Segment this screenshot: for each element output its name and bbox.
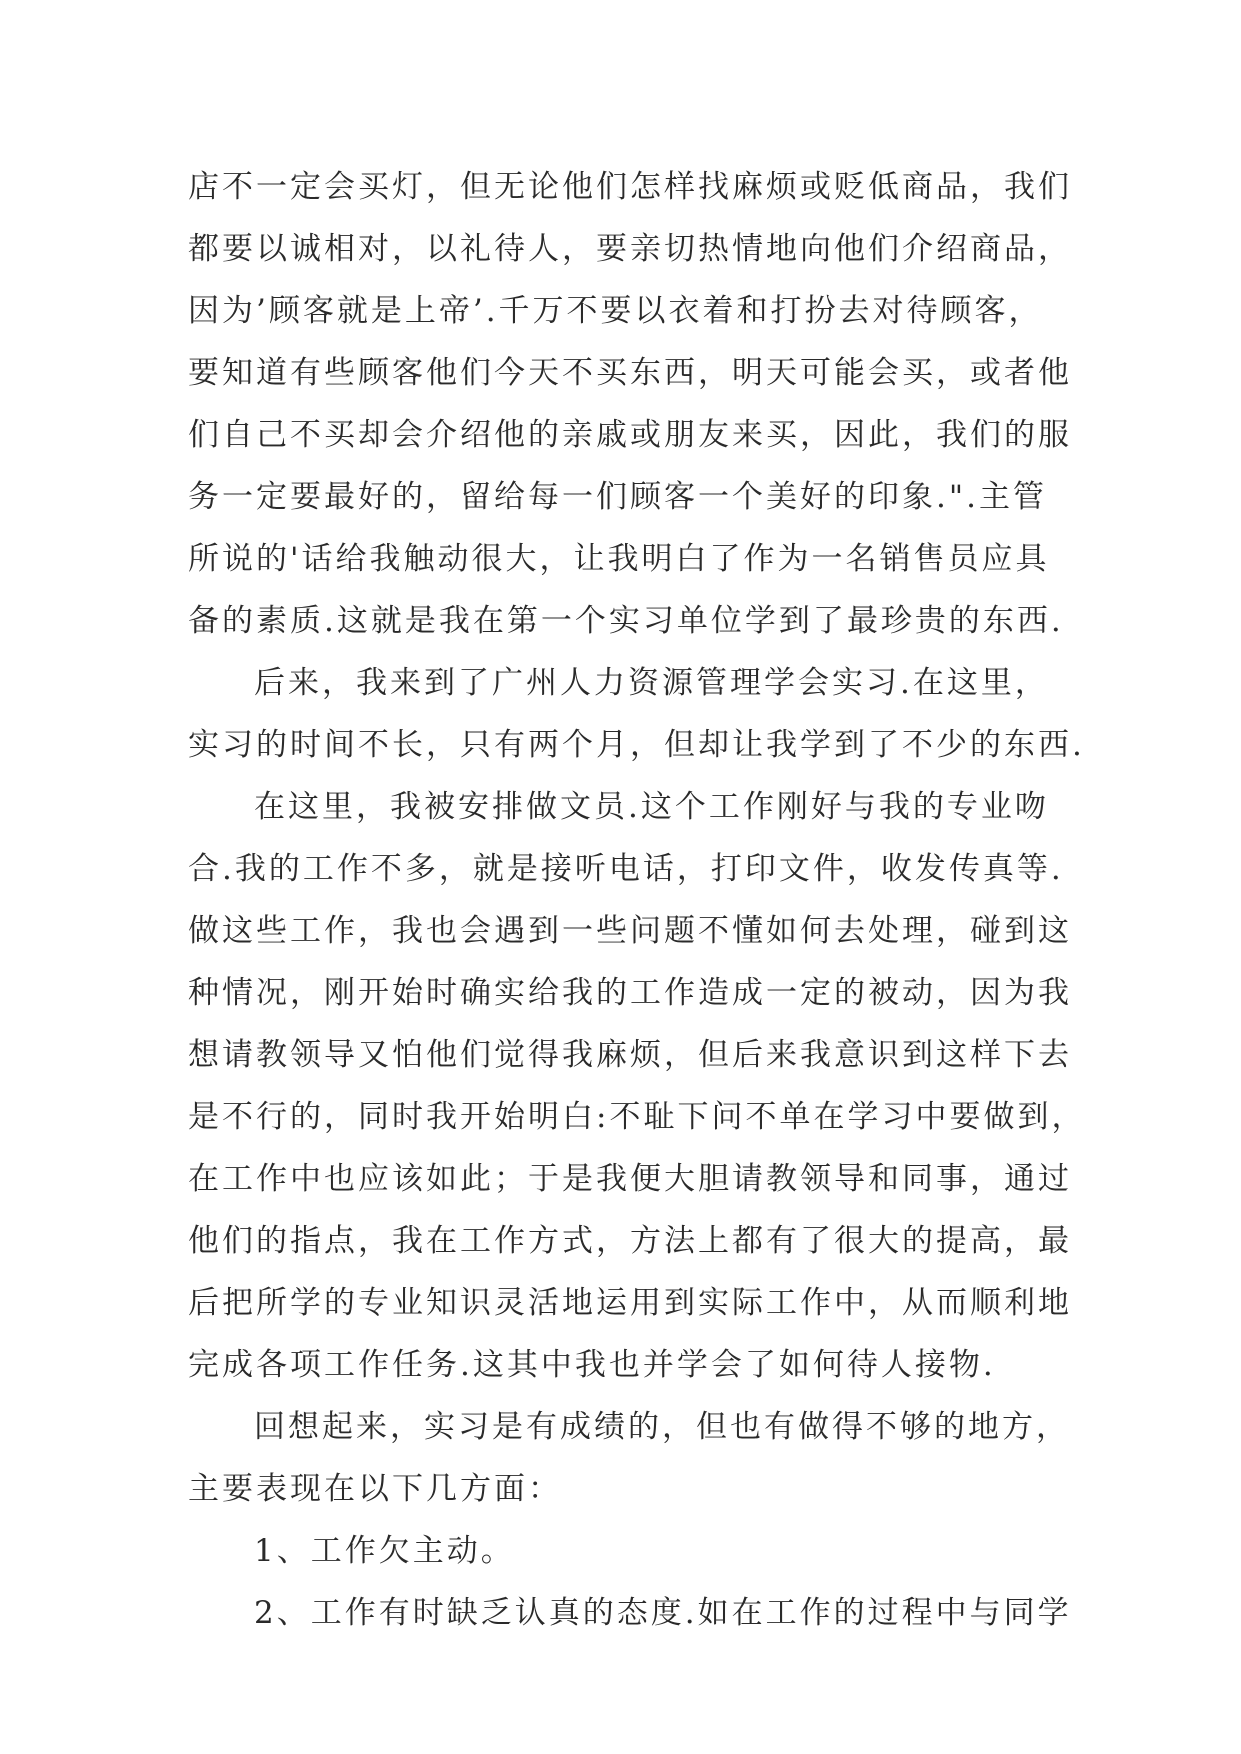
text-line: 店不一定会买灯，但无论他们怎样找麻烦或贬低商品，我们: [188, 169, 1072, 205]
text-line: 都要以诚相对，以礼待人，要亲切热情地向他们介绍商品，: [188, 231, 1072, 267]
text-line: 主要表现在以下几方面：: [188, 1471, 562, 1507]
text-line: 在这里，我被安排做文员.这个工作刚好与我的专业吻: [254, 789, 1049, 825]
text-line: 实习的时间不长，只有两个月，但却让我学到了不少的东西.: [188, 727, 1085, 763]
text-line: 合.我的工作不多，就是接听电话，打印文件，收发传真等.: [188, 851, 1064, 887]
text-line: 想请教领导又怕他们觉得我麻烦，但后来我意识到这样下去: [188, 1037, 1072, 1073]
text-line: 后来，我来到了广州人力资源管理学会实习.在这里，: [254, 665, 1049, 701]
text-line: 在工作中也应该如此；于是我便大胆请教领导和同事，通过: [188, 1161, 1072, 1197]
text-line: 2、工作有时缺乏认真的态度.如在工作的过程中与同学: [254, 1595, 1072, 1631]
text-line: 因为’顾客就是上帝’.千万不要以衣着和打扮去对待顾客，: [188, 293, 1043, 329]
text-line: 回想起来，实习是有成绩的，但也有做得不够的地方，: [254, 1409, 1070, 1445]
text-line: 种情况，刚开始时确实给我的工作造成一定的被动，因为我: [188, 975, 1072, 1011]
text-line: 务一定要最好的，留给每一们顾客一个美好的印象.".主管: [188, 479, 1047, 515]
text-line: 们自己不买却会介绍他的亲戚或朋友来买，因此，我们的服: [188, 417, 1072, 453]
text-line: 所说的'话给我触动很大，让我明白了作为一名销售员应具: [188, 541, 1050, 577]
text-line: 完成各项工作任务.这其中我也并学会了如何待人接物.: [188, 1347, 996, 1383]
text-line: 备的素质.这就是我在第一个实习单位学到了最珍贵的东西.: [188, 603, 1064, 639]
text-line: 是不行的，同时我开始明白:不耻下问不单在学习中要做到，: [188, 1099, 1086, 1135]
body-text: [188, 156, 1086, 1644]
text-line: 1、工作欠主动。: [254, 1533, 515, 1569]
text-line: 要知道有些顾客他们今天不买东西，明天可能会买，或者他: [188, 355, 1072, 391]
text-line: 他们的指点，我在工作方式，方法上都有了很大的提高，最: [188, 1223, 1072, 1259]
text-line: 做这些工作，我也会遇到一些问题不懂如何去处理，碰到这: [188, 913, 1072, 949]
text-line: 后把所学的专业知识灵活地运用到实际工作中，从而顺利地: [188, 1285, 1072, 1321]
